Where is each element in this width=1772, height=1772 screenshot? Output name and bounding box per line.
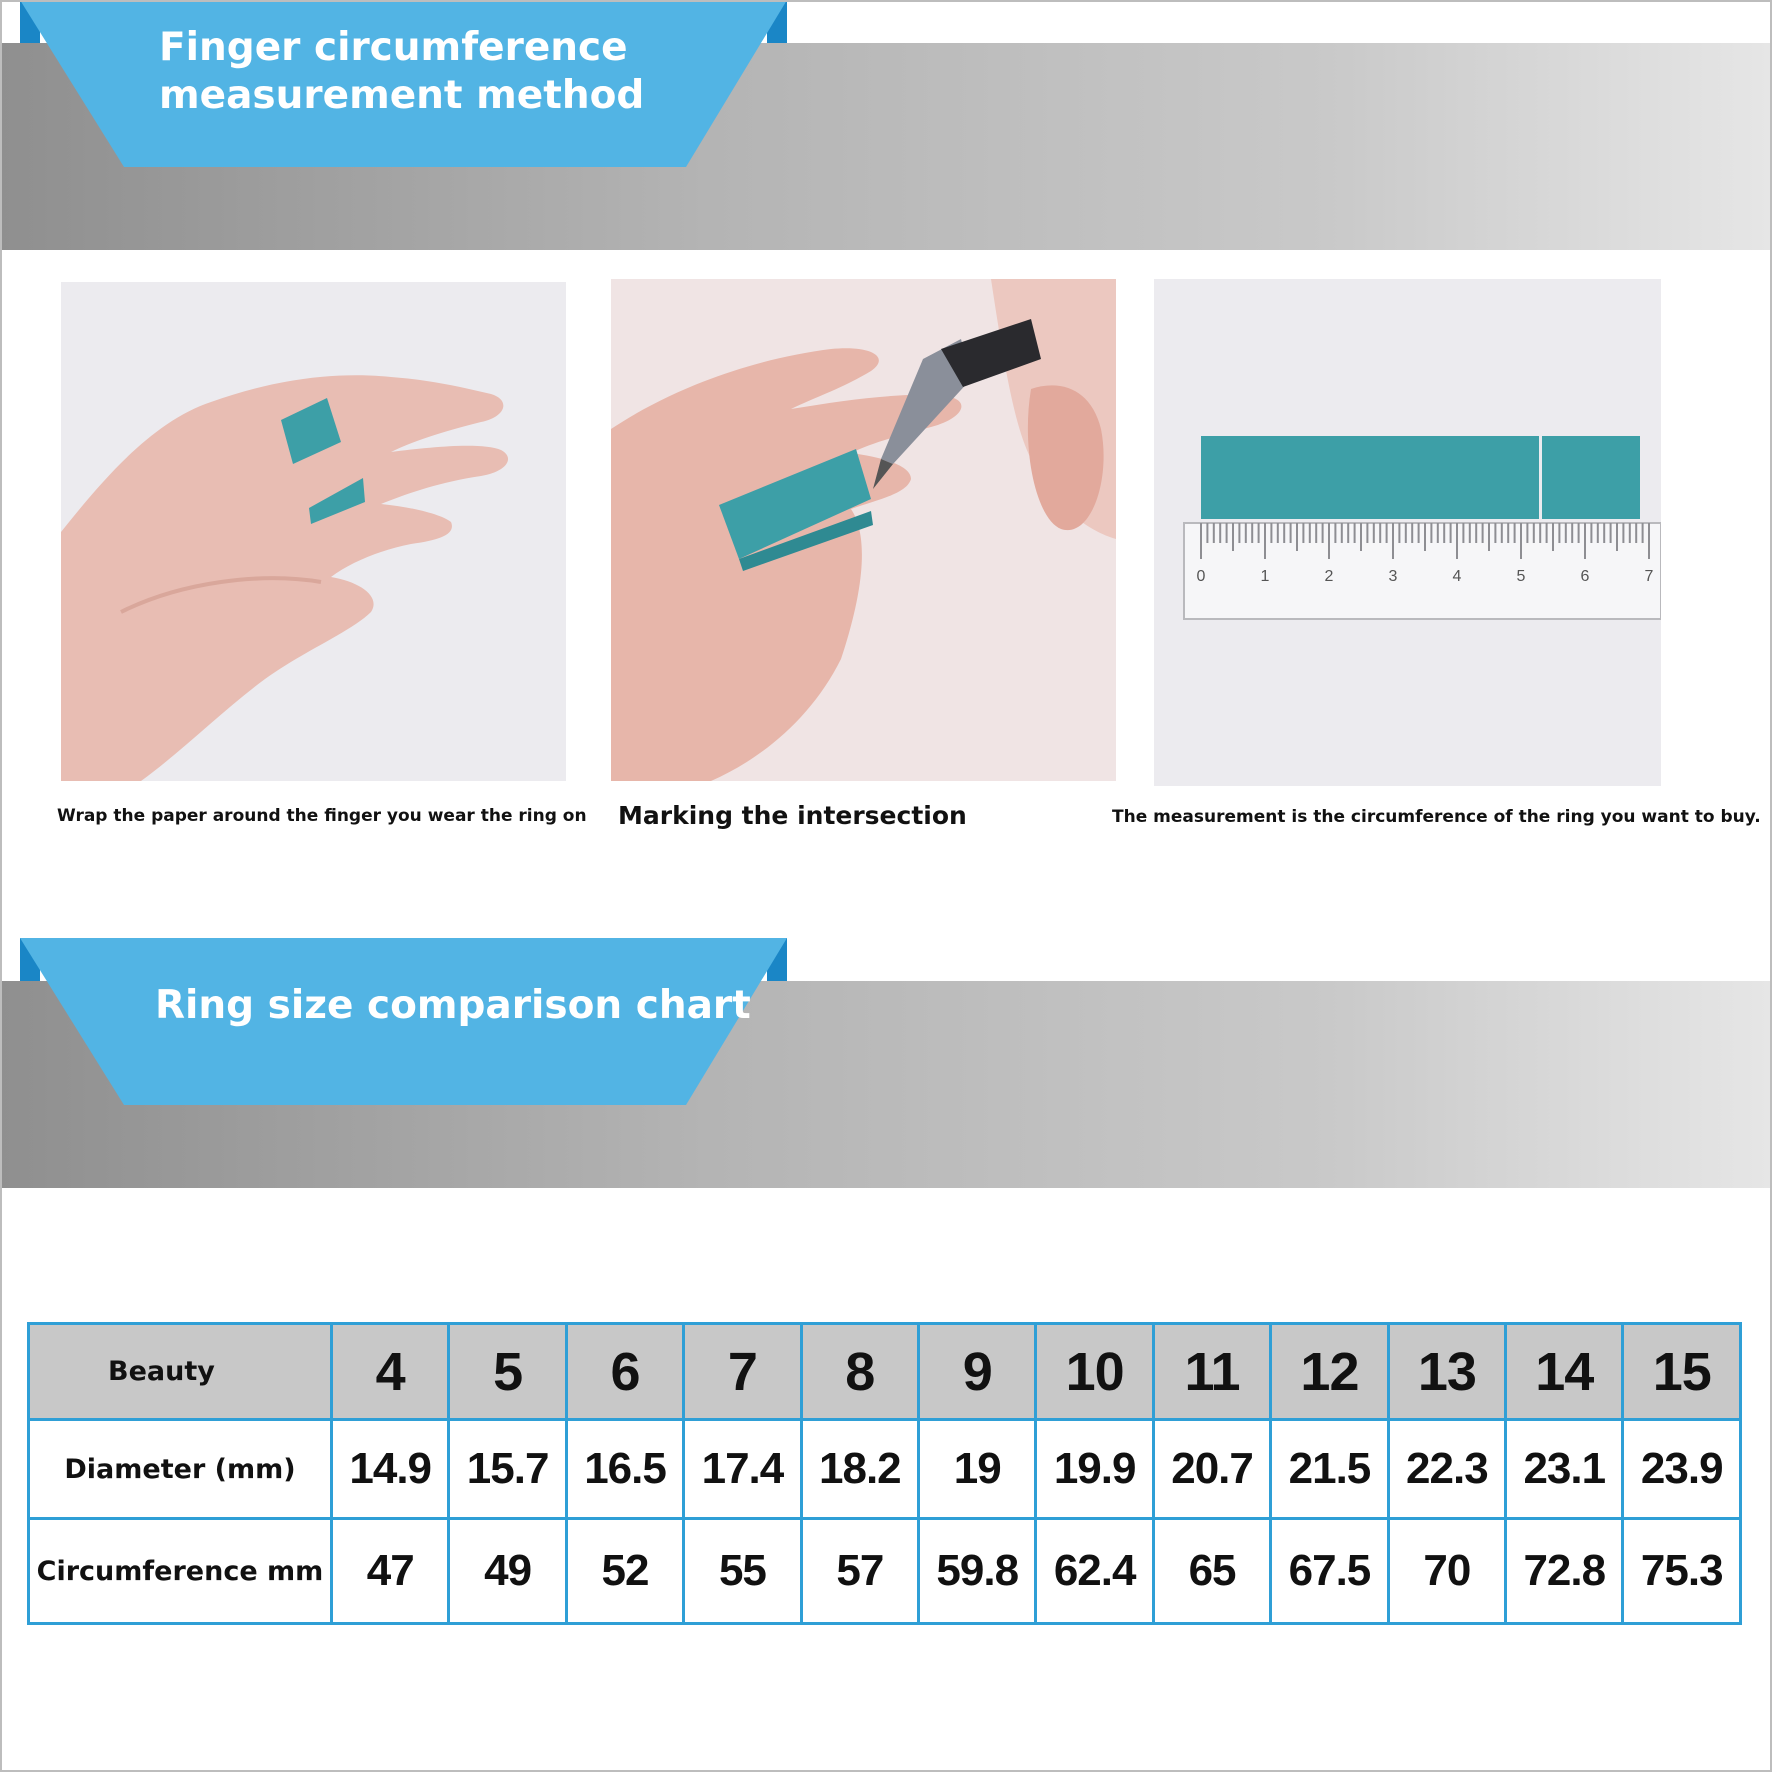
step-caption-wrap-paper: Wrap the paper around the finger you wear the ring on: [57, 806, 587, 826]
ruler-tick-label: 5: [1516, 568, 1526, 585]
diameter-cell: 14.9: [332, 1420, 449, 1519]
circumference-cell: 65: [1153, 1519, 1270, 1624]
diameter-cell: 17.4: [684, 1420, 801, 1519]
size-cell: 12: [1271, 1324, 1388, 1420]
size-cell: 11: [1153, 1324, 1270, 1420]
size-cell: 5: [449, 1324, 566, 1420]
step-caption-ruler: The measurement is the circumference of the ring you want to buy.: [1112, 807, 1761, 827]
ruler-tick-label: 0: [1196, 568, 1206, 585]
section-title-tab: [20, 0, 787, 168]
circumference-cell: 75.3: [1623, 1519, 1741, 1624]
diameter-cell: 23.9: [1623, 1420, 1741, 1519]
table-row-circumference: [29, 1519, 1741, 1624]
row-label-size: Beauty: [29, 1324, 332, 1420]
table-row-size: [29, 1324, 1741, 1420]
diameter-cell: 15.7: [449, 1420, 566, 1519]
ruler-tick-label: 2: [1324, 568, 1334, 585]
ring-size-table: [27, 1322, 1742, 1625]
table-row-diameter: [29, 1420, 1741, 1519]
size-cell: 13: [1388, 1324, 1505, 1420]
diameter-cell: 18.2: [801, 1420, 918, 1519]
paper-strip-end: [1542, 436, 1640, 519]
circumference-cell: 72.8: [1506, 1519, 1623, 1624]
diameter-cell: 19.9: [1036, 1420, 1153, 1519]
ruler-tick-label: 1: [1260, 568, 1270, 585]
diameter-cell: 21.5: [1271, 1420, 1388, 1519]
ruler-tick-label: 3: [1388, 568, 1398, 585]
circumference-cell: 59.8: [919, 1519, 1036, 1624]
size-cell: 4: [332, 1324, 449, 1420]
step-photo-ruler: [1154, 279, 1661, 786]
paper-strip-main: [1201, 436, 1539, 519]
section-title-chart: Ring size comparison chart: [155, 983, 751, 1028]
diameter-cell: 20.7: [1153, 1420, 1270, 1519]
circumference-cell: 55: [684, 1519, 801, 1624]
section-title-tab: [20, 938, 787, 1106]
size-cell: 8: [801, 1324, 918, 1420]
circumference-cell: 52: [566, 1519, 683, 1624]
size-cell: 9: [919, 1324, 1036, 1420]
circumference-cell: 57: [801, 1519, 918, 1624]
size-cell: 6: [566, 1324, 683, 1420]
ruler-tick-label: 6: [1580, 568, 1590, 585]
circumference-cell: 70: [1388, 1519, 1505, 1624]
circumference-cell: 49: [449, 1519, 566, 1624]
size-cell: 10: [1036, 1324, 1153, 1420]
ruler-tick-label: 7: [1644, 568, 1654, 585]
diameter-cell: 19: [919, 1420, 1036, 1519]
circumference-cell: 47: [332, 1519, 449, 1624]
diameter-cell: 23.1: [1506, 1420, 1623, 1519]
ruler-tick-label: 4: [1452, 568, 1462, 585]
section-title-measurement: Finger circumference measurement method: [159, 25, 645, 118]
circumference-cell: 67.5: [1271, 1519, 1388, 1624]
circumference-cell: 62.4: [1036, 1519, 1153, 1624]
row-label-diameter: Diameter (mm): [29, 1420, 332, 1519]
diameter-cell: 16.5: [566, 1420, 683, 1519]
step-photo-wrap-paper: [61, 282, 566, 781]
diameter-cell: 22.3: [1388, 1420, 1505, 1519]
size-cell: 7: [684, 1324, 801, 1420]
step-caption-marking: Marking the intersection: [618, 801, 967, 830]
size-cell: 14: [1506, 1324, 1623, 1420]
step-photo-marking: [611, 279, 1116, 781]
row-label-circumference: Circumference mm: [29, 1519, 332, 1624]
size-cell: 15: [1623, 1324, 1741, 1420]
